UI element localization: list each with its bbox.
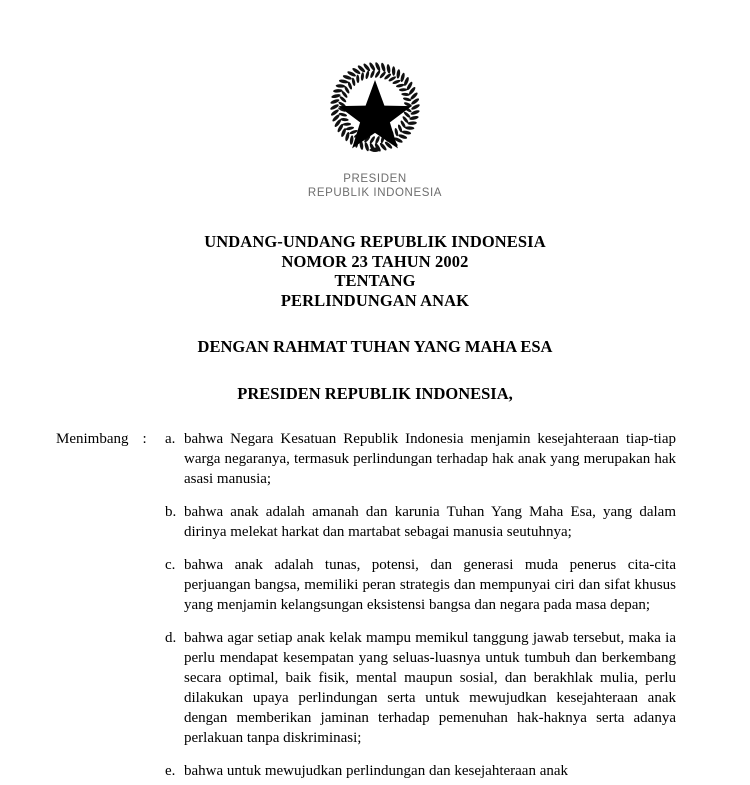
emblem-block [0, 0, 750, 200]
title-line-2: NOMOR 23 TAHUN 2002 [281, 251, 469, 271]
garuda-star-wreath-emblem [320, 55, 430, 160]
title-line-3: TENTANG [334, 271, 416, 290]
clause-item [165, 628, 676, 748]
clause-marker: e. [165, 763, 176, 779]
clause-marker: c. [165, 557, 176, 573]
title-line-1: UNDANG-UNDANG REPUBLIK INDONESIA [204, 232, 546, 251]
emblem-caption-line2: REPUBLIK INDONESIA [307, 187, 443, 199]
heading-presiden-republik-indonesia: PRESIDEN REPUBLIK INDONESIA, [237, 384, 513, 403]
clause-item [165, 502, 676, 542]
title-line-4: PERLINDUNGAN ANAK [280, 290, 470, 310]
clause-text: bahwa agar setiap anak kelak mampu memikul tanggung jawab tersebut, maka ia perlu mendapat kesempatan yang seluas-luasnya untuk tumbuh dan berkembang secara optimal, baik fisik, mental maupun sosial, dan berakhlak mulia, perlu dilakukan upaya perlindungan serta untuk mewujudkan kesejahteraan anak dengan memberikan jaminan terhadap pemenuhan hak-haknya serta adanya perlakuan tanpa diskriminasi; [184, 630, 676, 746]
document-title [0, 232, 750, 310]
considering-label [56, 429, 147, 449]
clause-item [165, 761, 676, 781]
clause-marker: a. [165, 431, 176, 447]
emblem-caption [0, 172, 750, 200]
considering-label-text: Menimbang [56, 431, 129, 447]
considering-clause-list [165, 429, 676, 781]
emblem-caption-line1: PRESIDEN [343, 173, 407, 185]
considering-label-colon: : [142, 431, 147, 447]
considering-section [0, 429, 750, 781]
heading-dengan-rahmat: DENGAN RAHMAT TUHAN YANG MAHA ESA [197, 337, 553, 356]
clause-text: bahwa anak adalah amanah dan karunia Tuhan Yang Maha Esa, yang dalam dirinya melekat harkat dan martabat sebagai manusia seutuhnya; [184, 504, 676, 540]
clause-text: bahwa anak adalah tunas, potensi, dan generasi muda penerus cita-cita perjuangan bangsa, memiliki peran strategis dan mempunyai ciri dan sifat khusus yang menjamin kelangsungan eksistensi bangsa dan negara pada masa depan; [184, 557, 676, 613]
clause-text: bahwa Negara Kesatuan Republik Indonesia menjamin kesejahteraan tiap-tiap warga negaranya, termasuk perlindungan terhadap hak anak yang merupakan hak asasi manusia; [184, 431, 676, 487]
clause-item [165, 555, 676, 615]
clause-marker: d. [165, 630, 177, 646]
clause-item [165, 429, 676, 489]
clause-marker: b. [165, 504, 177, 520]
clause-text: bahwa untuk mewujudkan perlindungan dan kesejahteraan anak [184, 763, 569, 779]
